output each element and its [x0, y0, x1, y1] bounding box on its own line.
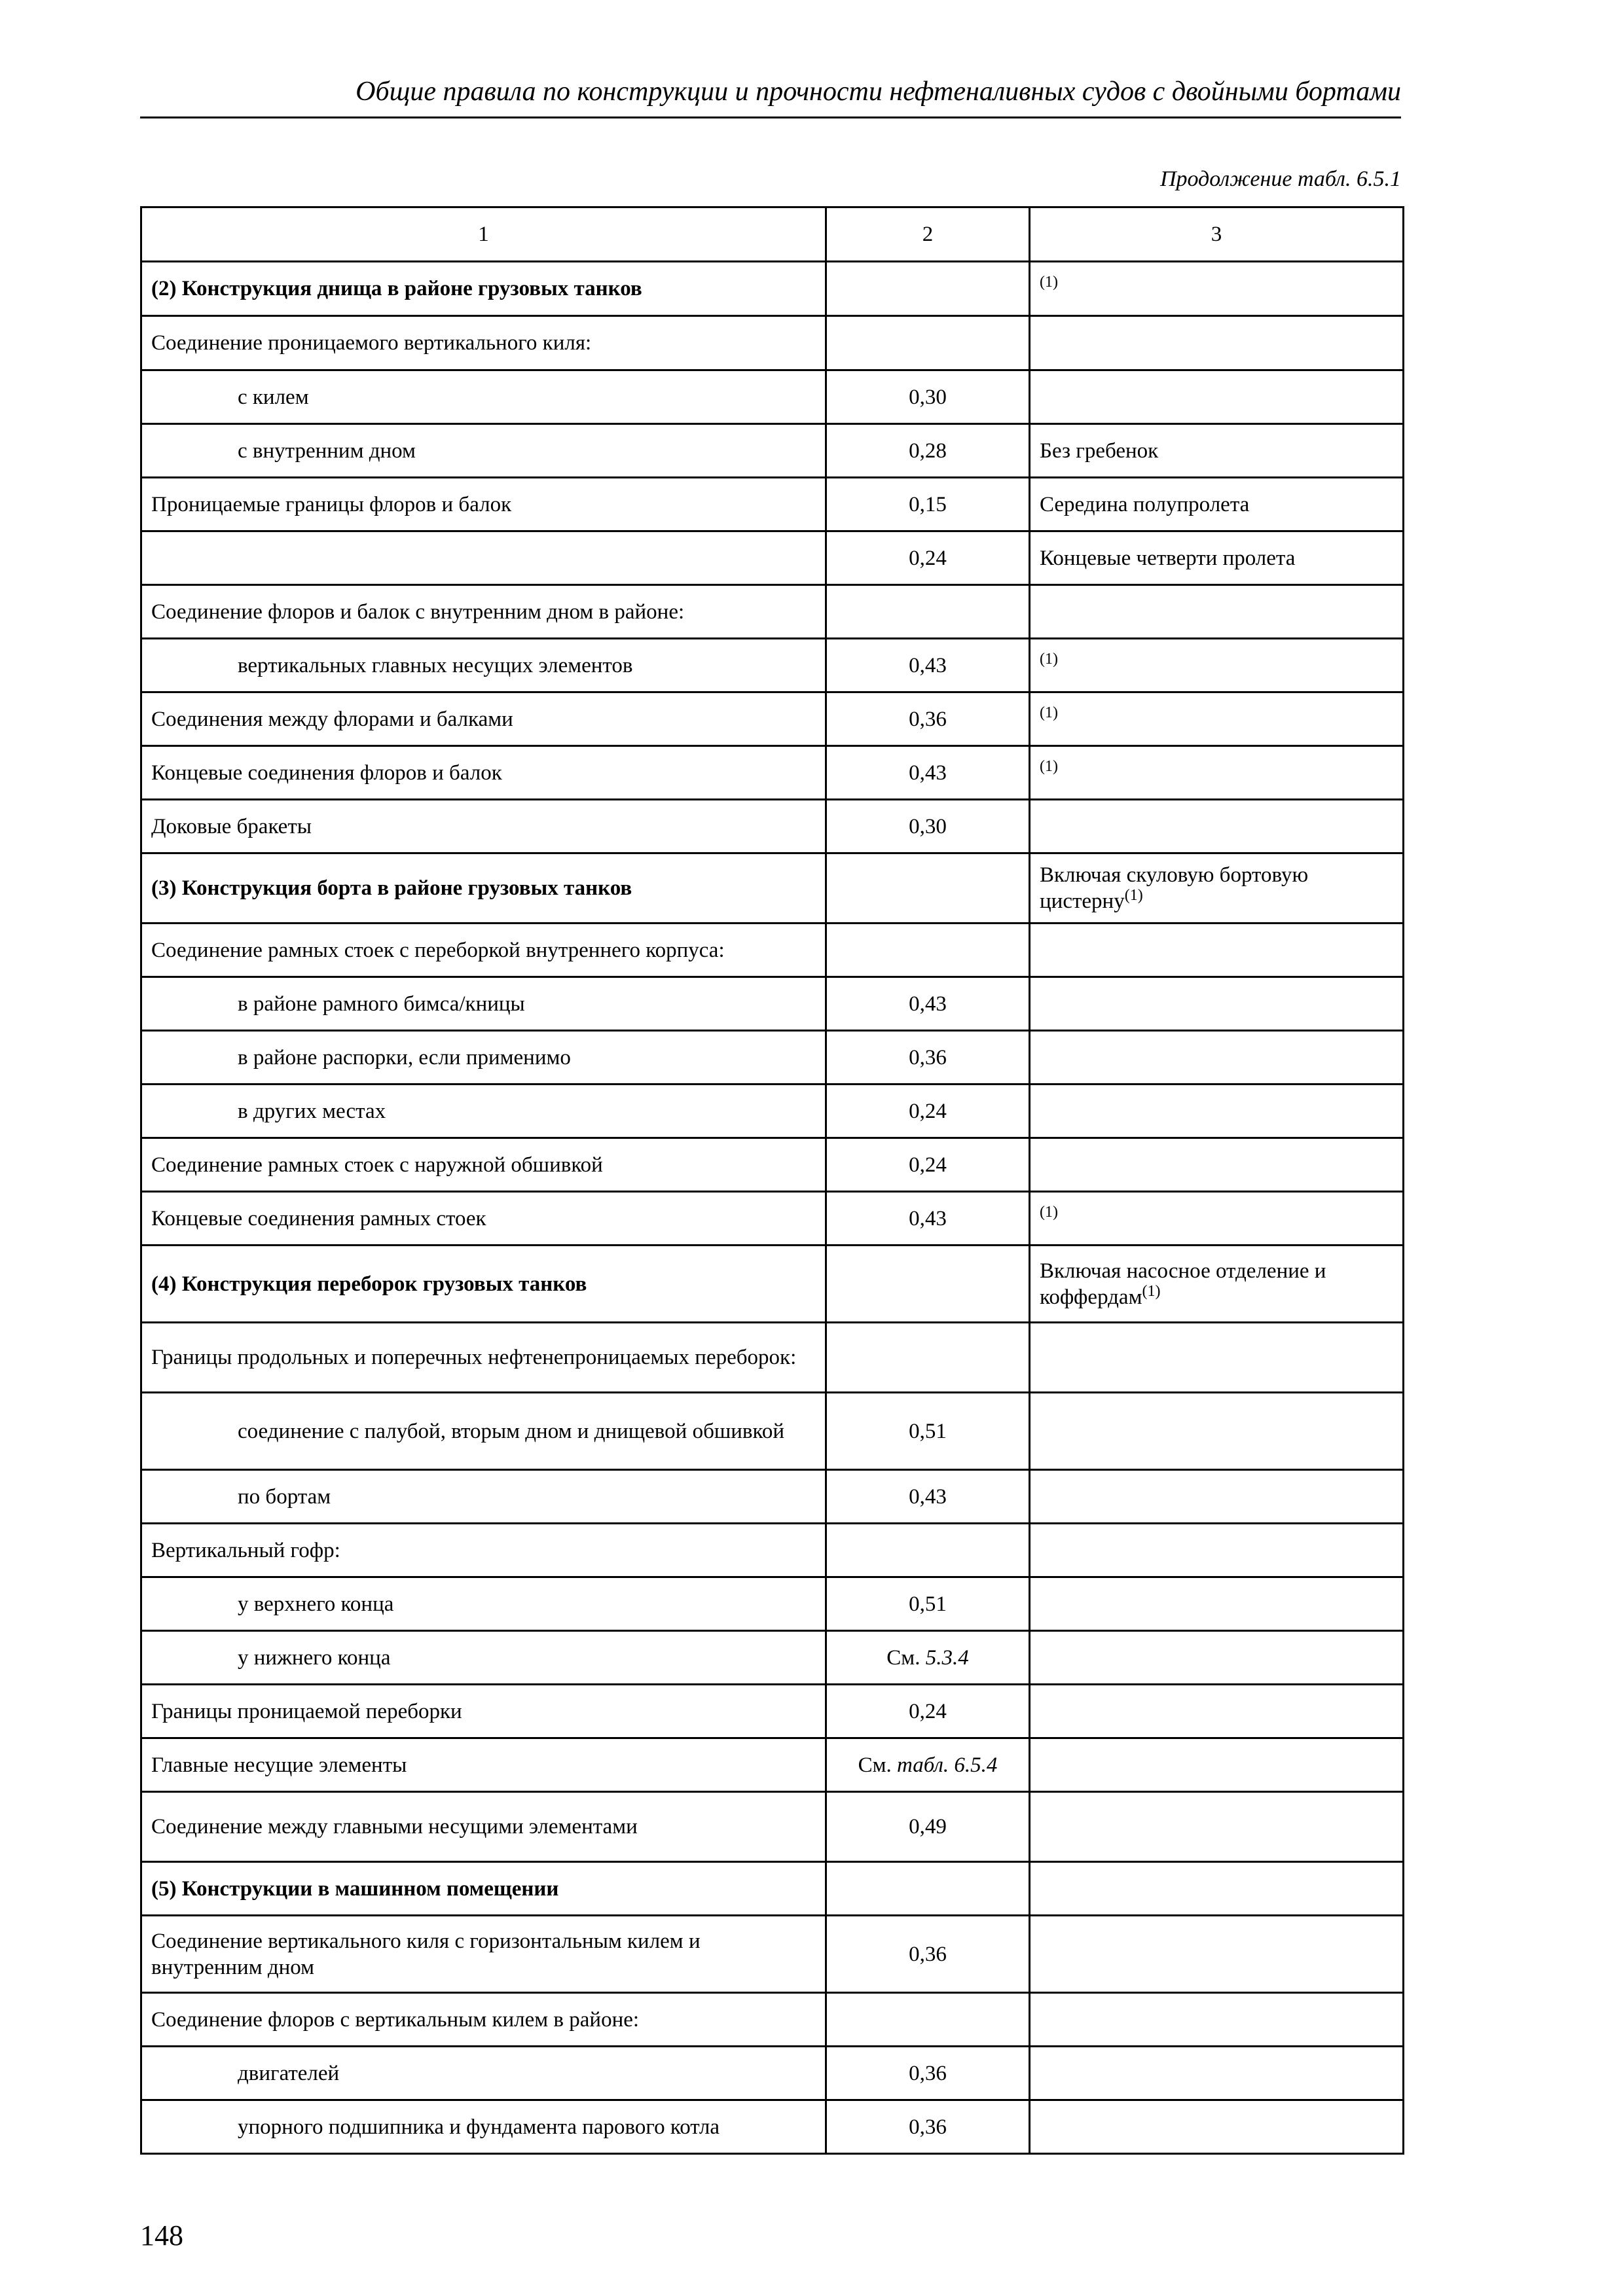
remark-cell	[1030, 853, 1404, 924]
element-description-cell: у нижнего конца	[141, 1631, 826, 1685]
footnote-marker: (1)	[1124, 887, 1143, 904]
element-description-cell: вертикальных главных несущих элементов	[141, 639, 826, 692]
weld-factor-cell	[826, 853, 1030, 924]
element-description-cell: в районе рамного бимса/кницы	[141, 977, 826, 1031]
element-description-cell: упорного подшипника и фундамента парового котла	[141, 2100, 826, 2154]
table-row	[141, 1470, 1404, 1524]
remark-text: Концевые четверти пролета	[1040, 546, 1296, 570]
reference-target: табл. 6.5.4	[897, 1753, 998, 1777]
remark-cell	[1030, 585, 1404, 639]
table-row	[141, 478, 1404, 531]
weld-factor-cell	[826, 1323, 1030, 1393]
weld-factor-cell: 0,36	[826, 2047, 1030, 2100]
weld-factor-cell	[826, 262, 1030, 316]
table-row	[141, 262, 1404, 316]
weld-factor-cell: 0,36	[826, 2100, 1030, 2154]
remark-cell	[1030, 370, 1404, 424]
table-row	[141, 977, 1404, 1031]
reference-prefix: См.	[886, 1645, 921, 1670]
reference-prefix: См.	[858, 1753, 892, 1777]
remark-cell	[1030, 800, 1404, 853]
weld-factor-cell: 0,28	[826, 424, 1030, 478]
table-row	[141, 746, 1404, 800]
weld-factor-cell: 0,15	[826, 478, 1030, 531]
table-row	[141, 1393, 1404, 1470]
footnote-marker: (1)	[1142, 1282, 1161, 1300]
weld-factor-cell: 0,43	[826, 639, 1030, 692]
weld-factor-cell: 0,24	[826, 1138, 1030, 1192]
element-description-cell: в других местах	[141, 1085, 826, 1138]
weld-factor-table	[140, 206, 1404, 2155]
table-row	[141, 1138, 1404, 1192]
table-row	[141, 370, 1404, 424]
column-header-1: 1	[141, 207, 826, 262]
element-description-cell: соединение с палубой, вторым дном и днищевой обшивкой	[141, 1393, 826, 1470]
element-description-cell: Границы проницаемой переборки	[141, 1685, 826, 1738]
table-row	[141, 2047, 1404, 2100]
element-description-cell: Соединение вертикального киля с горизонтальным килем и внутренним дном	[141, 1916, 826, 1993]
remark-text: Без гребенок	[1040, 439, 1159, 463]
remark-cell	[1030, 1192, 1404, 1246]
remark-cell	[1030, 977, 1404, 1031]
footnote-marker: (1)	[1040, 704, 1058, 721]
remark-cell	[1030, 1138, 1404, 1192]
weld-factor-cell	[826, 585, 1030, 639]
footnote-marker: (1)	[1040, 758, 1058, 775]
table-row	[141, 1738, 1404, 1792]
weld-factor-cell: 0,43	[826, 1192, 1030, 1246]
remark-cell	[1030, 1323, 1404, 1393]
element-description-cell: с килем	[141, 370, 826, 424]
weld-factor-cell	[826, 924, 1030, 977]
element-description-cell: Концевые соединения флоров и балок	[141, 746, 826, 800]
element-description-cell: Концевые соединения рамных стоек	[141, 1192, 826, 1246]
table-continuation-label: Продолжение табл. 6.5.1	[1159, 167, 1401, 191]
element-description-cell: Вертикальный гофр:	[141, 1524, 826, 1577]
table-row	[141, 1916, 1404, 1993]
remark-cell	[1030, 1470, 1404, 1524]
element-description-cell	[141, 531, 826, 585]
element-description-cell: Доковые бракеты	[141, 800, 826, 853]
remark-cell	[1030, 692, 1404, 746]
remark-cell	[1030, 1993, 1404, 2047]
weld-factor-cell	[826, 1993, 1030, 2047]
table-row	[141, 1323, 1404, 1393]
table-row	[141, 692, 1404, 746]
weld-factor-cell: 0,51	[826, 1393, 1030, 1470]
table-row	[141, 800, 1404, 853]
weld-factor-cell	[826, 1524, 1030, 1577]
element-description-cell: Соединение рамных стоек с наружной обшивкой	[141, 1138, 826, 1192]
weld-factor-cell	[826, 1246, 1030, 1323]
section-heading-cell: (5) Конструкции в машинном помещении	[141, 1862, 826, 1916]
remark-cell	[1030, 262, 1404, 316]
weld-factor-cell: 0,43	[826, 746, 1030, 800]
remark-cell	[1030, 1393, 1404, 1470]
remark-cell	[1030, 1085, 1404, 1138]
remark-cell	[1030, 1916, 1404, 1993]
weld-factor-cell: 0,36	[826, 692, 1030, 746]
weld-factor-cell: 0,51	[826, 1577, 1030, 1631]
remark-text: Середина полупролета	[1040, 492, 1250, 516]
remark-cell	[1030, 316, 1404, 370]
weld-factor-cell: 0,36	[826, 1031, 1030, 1085]
weld-factor-cell: 0,43	[826, 977, 1030, 1031]
table-row	[141, 1685, 1404, 1738]
weld-factor-cell: 0,30	[826, 800, 1030, 853]
remark-cell	[1030, 2100, 1404, 2154]
element-description-cell: Соединение проницаемого вертикального киля:	[141, 316, 826, 370]
element-description-cell: по бортам	[141, 1470, 826, 1524]
remark-cell	[1030, 1862, 1404, 1916]
element-description-cell: двигателей	[141, 2047, 826, 2100]
table-row	[141, 1577, 1404, 1631]
table-row	[141, 1246, 1404, 1323]
table-row	[141, 1524, 1404, 1577]
remark-cell	[1030, 1031, 1404, 1085]
remark-cell	[1030, 478, 1404, 531]
remark-cell	[1030, 924, 1404, 977]
weld-factor-cell: 0,36	[826, 1916, 1030, 1993]
remark-cell	[1030, 1738, 1404, 1792]
element-description-cell: Проницаемые границы флоров и балок	[141, 478, 826, 531]
table-row	[141, 1862, 1404, 1916]
element-description-cell: в районе распорки, если применимо	[141, 1031, 826, 1085]
table-row	[141, 1085, 1404, 1138]
weld-factor-cell: 0,43	[826, 1470, 1030, 1524]
element-description-cell: Главные несущие элементы	[141, 1738, 826, 1792]
table-row	[141, 1993, 1404, 2047]
running-head: Общие правила по конструкции и прочности нефтеналивных судов с двойными бортами	[356, 77, 1401, 107]
table-row	[141, 424, 1404, 478]
weld-factor-cell	[826, 1862, 1030, 1916]
remark-cell	[1030, 1792, 1404, 1862]
page-number: 148	[140, 2219, 183, 2251]
table-row	[141, 1031, 1404, 1085]
element-description-cell: Соединения между флорами и балками	[141, 692, 826, 746]
table-row	[141, 316, 1404, 370]
element-description-cell: Соединение флоров с вертикальным килем в районе:	[141, 1993, 826, 2047]
remark-text: Включая насосное отделение и коффердам	[1040, 1259, 1326, 1309]
section-heading-cell: (3) Конструкция борта в районе грузовых танков	[141, 853, 826, 924]
column-header-3: 3	[1030, 207, 1404, 262]
element-description-cell: Границы продольных и поперечных нефтенепроницаемых переборок:	[141, 1323, 826, 1393]
remark-cell	[1030, 531, 1404, 585]
weld-factor-cell	[826, 316, 1030, 370]
remark-cell	[1030, 639, 1404, 692]
table-row	[141, 1631, 1404, 1685]
weld-factor-cell: 0,30	[826, 370, 1030, 424]
remark-cell	[1030, 1685, 1404, 1738]
footnote-marker: (1)	[1040, 1204, 1058, 1221]
table-row	[141, 531, 1404, 585]
section-heading-cell: (2) Конструкция днища в районе грузовых танков	[141, 262, 826, 316]
footnote-marker: (1)	[1040, 274, 1058, 291]
reference-target: 5.3.4	[925, 1645, 969, 1670]
remark-cell	[1030, 424, 1404, 478]
table-row	[141, 924, 1404, 977]
element-description-cell: Соединение между главными несущими элементами	[141, 1792, 826, 1862]
remark-cell	[1030, 1631, 1404, 1685]
table-row	[141, 2100, 1404, 2154]
reference-cell	[826, 1738, 1030, 1792]
footnote-marker: (1)	[1040, 651, 1058, 668]
element-description-cell: с внутренним дном	[141, 424, 826, 478]
remark-cell	[1030, 1246, 1404, 1323]
section-heading-cell: (4) Конструкция переборок грузовых танков	[141, 1246, 826, 1323]
weld-factor-cell: 0,24	[826, 531, 1030, 585]
weld-factor-cell: 0,49	[826, 1792, 1030, 1862]
remark-cell	[1030, 1524, 1404, 1577]
table-row	[141, 585, 1404, 639]
table-row	[141, 639, 1404, 692]
table-header-row	[141, 207, 1404, 262]
weld-factor-cell: 0,24	[826, 1685, 1030, 1738]
table-row	[141, 1192, 1404, 1246]
remark-cell	[1030, 2047, 1404, 2100]
table-row	[141, 853, 1404, 924]
weld-factor-cell: 0,24	[826, 1085, 1030, 1138]
remark-cell	[1030, 1577, 1404, 1631]
remark-text: Включая скуловую бортовую цистерну	[1040, 863, 1309, 913]
reference-cell	[826, 1631, 1030, 1685]
element-description-cell: Соединение флоров и балок с внутренним дном в районе:	[141, 585, 826, 639]
column-header-2: 2	[826, 207, 1030, 262]
element-description-cell: Соединение рамных стоек с переборкой внутреннего корпуса:	[141, 924, 826, 977]
element-description-cell: у верхнего конца	[141, 1577, 826, 1631]
table-row	[141, 1792, 1404, 1862]
header-rule	[140, 117, 1401, 118]
remark-cell	[1030, 746, 1404, 800]
table-body	[141, 207, 1404, 2154]
